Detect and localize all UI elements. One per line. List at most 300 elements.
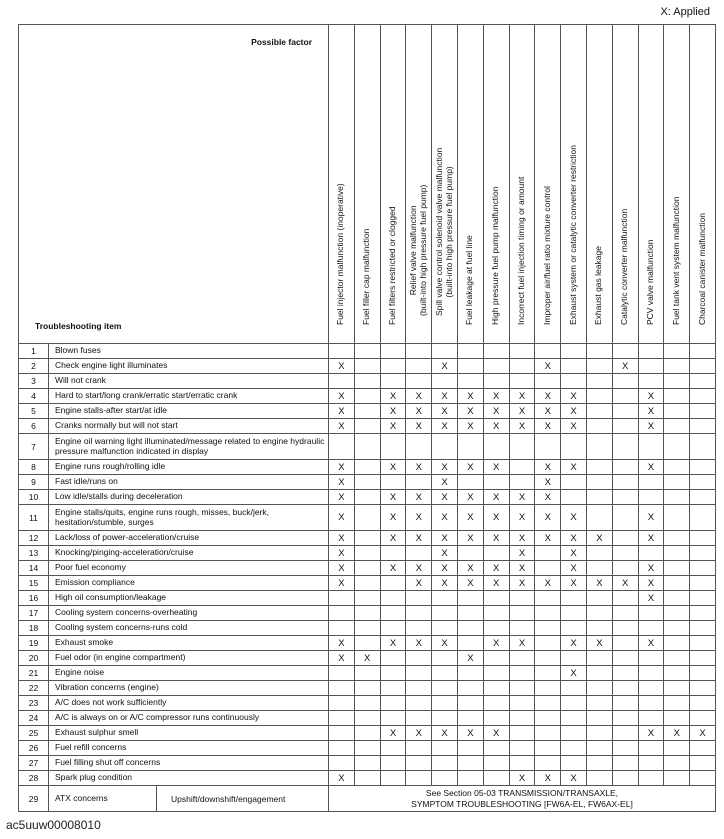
empty-cell xyxy=(586,344,612,359)
empty-cell xyxy=(535,606,561,621)
applied-mark: X xyxy=(380,404,406,419)
empty-cell xyxy=(638,374,664,389)
empty-cell xyxy=(535,696,561,711)
empty-cell xyxy=(612,681,638,696)
row-number: 25 xyxy=(19,726,49,741)
row-number: 5 xyxy=(19,404,49,419)
empty-cell xyxy=(354,576,380,591)
empty-cell xyxy=(638,756,664,771)
empty-cell xyxy=(380,771,406,786)
table-row xyxy=(19,621,716,636)
empty-cell xyxy=(458,696,484,711)
row-number: 13 xyxy=(19,546,49,561)
row-item: Engine runs rough/rolling idle xyxy=(49,460,329,475)
empty-cell xyxy=(586,741,612,756)
table-row xyxy=(19,419,716,434)
table-row xyxy=(19,434,716,460)
empty-cell xyxy=(354,460,380,475)
empty-cell xyxy=(432,681,458,696)
empty-cell xyxy=(535,636,561,651)
empty-cell xyxy=(380,344,406,359)
empty-cell xyxy=(535,756,561,771)
empty-cell xyxy=(458,344,484,359)
legend: X: Applied xyxy=(660,6,710,18)
applied-mark: X xyxy=(329,651,355,666)
applied-mark: X xyxy=(329,475,355,490)
empty-cell xyxy=(380,475,406,490)
applied-mark: X xyxy=(432,546,458,561)
applied-mark: X xyxy=(561,505,587,531)
empty-cell xyxy=(380,666,406,681)
empty-cell xyxy=(690,606,716,621)
empty-cell xyxy=(664,419,690,434)
empty-cell xyxy=(586,561,612,576)
applied-mark: X xyxy=(535,460,561,475)
table-row xyxy=(19,666,716,681)
applied-mark: X xyxy=(483,389,509,404)
empty-cell xyxy=(561,475,587,490)
empty-cell xyxy=(586,460,612,475)
row-item: High oil consumption/leakage xyxy=(49,591,329,606)
empty-cell xyxy=(690,419,716,434)
factor-header xyxy=(483,25,509,344)
row-number: 2 xyxy=(19,359,49,374)
table-row xyxy=(19,561,716,576)
factor-header xyxy=(432,25,458,344)
row-item: Cooling system concerns-runs cold xyxy=(49,621,329,636)
applied-mark: X xyxy=(535,505,561,531)
figure-id: ac5uuw00008010 xyxy=(6,818,101,832)
empty-cell xyxy=(354,591,380,606)
empty-cell xyxy=(664,359,690,374)
factor-header xyxy=(535,25,561,344)
empty-cell xyxy=(612,591,638,606)
empty-cell xyxy=(432,606,458,621)
empty-cell xyxy=(690,681,716,696)
applied-mark: X xyxy=(458,561,484,576)
applied-mark: X xyxy=(483,576,509,591)
empty-cell xyxy=(664,490,690,505)
row-item: Engine stalls/quits, engine runs rough, misses, buck/jerk, hesitation/stumble, surges xyxy=(49,505,329,531)
applied-mark: X xyxy=(329,546,355,561)
row-number: 14 xyxy=(19,561,49,576)
applied-mark: X xyxy=(432,359,458,374)
empty-cell xyxy=(483,606,509,621)
row-item: A/C does not work sufficiently xyxy=(49,696,329,711)
empty-cell xyxy=(380,756,406,771)
applied-mark: X xyxy=(329,505,355,531)
row-number: 16 xyxy=(19,591,49,606)
applied-mark: X xyxy=(380,419,406,434)
empty-cell xyxy=(638,359,664,374)
empty-cell xyxy=(612,475,638,490)
applied-mark: X xyxy=(638,419,664,434)
header-corner xyxy=(19,25,329,344)
empty-cell xyxy=(354,374,380,389)
applied-mark: X xyxy=(638,636,664,651)
applied-mark: X xyxy=(432,460,458,475)
empty-cell xyxy=(612,696,638,711)
empty-cell xyxy=(535,726,561,741)
applied-mark: X xyxy=(586,636,612,651)
empty-cell xyxy=(664,636,690,651)
table-row xyxy=(19,681,716,696)
applied-mark: X xyxy=(638,591,664,606)
empty-cell xyxy=(458,636,484,651)
empty-cell xyxy=(406,359,432,374)
empty-cell xyxy=(354,490,380,505)
empty-cell xyxy=(329,344,355,359)
empty-cell xyxy=(483,681,509,696)
empty-cell xyxy=(586,434,612,460)
row-item: Vibration concerns (engine) xyxy=(49,681,329,696)
factor-header xyxy=(690,25,716,344)
empty-cell xyxy=(586,505,612,531)
factor-header-label: Fuel filler cap malfunction xyxy=(361,229,372,326)
empty-cell xyxy=(354,666,380,681)
empty-cell xyxy=(690,531,716,546)
empty-cell xyxy=(561,696,587,711)
empty-cell xyxy=(380,696,406,711)
empty-cell xyxy=(586,651,612,666)
row-number: 28 xyxy=(19,771,49,786)
empty-cell xyxy=(509,711,535,726)
row-item: Engine noise xyxy=(49,666,329,681)
table-row xyxy=(19,606,716,621)
applied-mark: X xyxy=(329,636,355,651)
empty-cell xyxy=(354,621,380,636)
row-subitem: Upshift/downshift/engagement xyxy=(157,786,329,812)
empty-cell xyxy=(690,591,716,606)
empty-cell xyxy=(406,711,432,726)
empty-cell xyxy=(380,606,406,621)
applied-mark: X xyxy=(458,576,484,591)
empty-cell xyxy=(432,621,458,636)
empty-cell xyxy=(586,359,612,374)
row-number: 23 xyxy=(19,696,49,711)
row-item: Fuel odor (in engine compartment) xyxy=(49,651,329,666)
applied-mark: X xyxy=(509,404,535,419)
applied-mark: X xyxy=(432,475,458,490)
empty-cell xyxy=(354,636,380,651)
empty-cell xyxy=(509,666,535,681)
factor-header-label: Fuel injector malfunction (inoperative) xyxy=(335,183,346,326)
applied-mark: X xyxy=(329,389,355,404)
empty-cell xyxy=(535,344,561,359)
applied-mark: X xyxy=(561,460,587,475)
applied-mark: X xyxy=(509,561,535,576)
row-item: Exhaust smoke xyxy=(49,636,329,651)
empty-cell xyxy=(535,741,561,756)
empty-cell xyxy=(664,696,690,711)
empty-cell xyxy=(458,475,484,490)
empty-cell xyxy=(509,460,535,475)
empty-cell xyxy=(354,359,380,374)
row-number: 18 xyxy=(19,621,49,636)
empty-cell xyxy=(664,460,690,475)
applied-mark: X xyxy=(638,576,664,591)
table-row xyxy=(19,696,716,711)
empty-cell xyxy=(612,651,638,666)
empty-cell xyxy=(664,666,690,681)
empty-cell xyxy=(690,756,716,771)
empty-cell xyxy=(535,561,561,576)
table-row xyxy=(19,460,716,475)
row-number: 17 xyxy=(19,606,49,621)
empty-cell xyxy=(612,636,638,651)
row-item: Will not crank xyxy=(49,374,329,389)
applied-mark: X xyxy=(406,505,432,531)
row-number: 10 xyxy=(19,490,49,505)
troubleshooting-item-label: Troubleshooting item xyxy=(35,321,122,331)
applied-mark: X xyxy=(329,419,355,434)
table-row xyxy=(19,546,716,561)
row-number: 19 xyxy=(19,636,49,651)
empty-cell xyxy=(380,359,406,374)
applied-mark: X xyxy=(483,419,509,434)
row-number: 21 xyxy=(19,666,49,681)
row-item: Check engine light illuminates xyxy=(49,359,329,374)
applied-mark: X xyxy=(329,460,355,475)
applied-mark: X xyxy=(458,460,484,475)
table-row xyxy=(19,576,716,591)
applied-mark: X xyxy=(458,404,484,419)
row-item: Spark plug condition xyxy=(49,771,329,786)
applied-mark: X xyxy=(380,460,406,475)
row-number: 7 xyxy=(19,434,49,460)
empty-cell xyxy=(690,771,716,786)
empty-cell xyxy=(458,359,484,374)
factor-header-label: Relief valve malfunction (built-into high pressure fuel pump) xyxy=(407,184,428,316)
empty-cell xyxy=(690,621,716,636)
empty-cell xyxy=(612,344,638,359)
applied-mark: X xyxy=(458,651,484,666)
empty-cell xyxy=(664,546,690,561)
empty-cell xyxy=(509,606,535,621)
row-item: Emission compliance xyxy=(49,576,329,591)
empty-cell xyxy=(612,505,638,531)
applied-mark: X xyxy=(458,490,484,505)
empty-cell xyxy=(612,711,638,726)
empty-cell xyxy=(380,591,406,606)
empty-cell xyxy=(458,741,484,756)
empty-cell xyxy=(561,490,587,505)
applied-mark: X xyxy=(509,389,535,404)
empty-cell xyxy=(664,576,690,591)
applied-mark: X xyxy=(483,561,509,576)
row-item: Fuel refill concerns xyxy=(49,741,329,756)
empty-cell xyxy=(664,591,690,606)
table-row xyxy=(19,636,716,651)
factor-header xyxy=(329,25,355,344)
applied-mark: X xyxy=(535,419,561,434)
empty-cell xyxy=(586,621,612,636)
empty-cell xyxy=(561,606,587,621)
applied-mark: X xyxy=(561,636,587,651)
applied-mark: X xyxy=(561,576,587,591)
empty-cell xyxy=(380,711,406,726)
empty-cell xyxy=(664,475,690,490)
troubleshooting-table xyxy=(18,24,716,812)
empty-cell xyxy=(329,621,355,636)
empty-cell xyxy=(690,576,716,591)
applied-mark: X xyxy=(458,531,484,546)
empty-cell xyxy=(406,606,432,621)
table-row xyxy=(19,389,716,404)
empty-cell xyxy=(664,404,690,419)
applied-mark: X xyxy=(638,531,664,546)
table-row xyxy=(19,711,716,726)
empty-cell xyxy=(612,771,638,786)
applied-mark: X xyxy=(561,546,587,561)
empty-cell xyxy=(432,374,458,389)
empty-cell xyxy=(586,419,612,434)
empty-cell xyxy=(535,651,561,666)
applied-mark: X xyxy=(509,546,535,561)
applied-mark: X xyxy=(380,636,406,651)
empty-cell xyxy=(329,374,355,389)
reference-note: See Section 05-03 TRANSMISSION/TRANSAXLE, SYMPTOM TROUBLESHOOTING [FW6A-EL, FW6AX-EL] xyxy=(329,786,716,812)
applied-mark: X xyxy=(483,726,509,741)
applied-mark: X xyxy=(458,419,484,434)
empty-cell xyxy=(561,681,587,696)
factor-header xyxy=(458,25,484,344)
factor-header-label: Exhaust system or catalytic converter restriction xyxy=(567,145,578,326)
row-item: Fuel filling shut off concerns xyxy=(49,756,329,771)
row-number: 1 xyxy=(19,344,49,359)
empty-cell xyxy=(664,531,690,546)
empty-cell xyxy=(638,621,664,636)
empty-cell xyxy=(406,666,432,681)
empty-cell xyxy=(664,606,690,621)
applied-mark: X xyxy=(380,389,406,404)
empty-cell xyxy=(664,756,690,771)
factor-header xyxy=(406,25,432,344)
empty-cell xyxy=(509,696,535,711)
empty-cell xyxy=(690,475,716,490)
applied-mark: X xyxy=(638,561,664,576)
empty-cell xyxy=(638,546,664,561)
factor-header-label: Charcoal canister malfunction xyxy=(696,213,707,326)
applied-mark: X xyxy=(380,726,406,741)
table-row xyxy=(19,344,716,359)
empty-cell xyxy=(612,490,638,505)
empty-cell xyxy=(458,711,484,726)
empty-cell xyxy=(354,741,380,756)
empty-cell xyxy=(458,374,484,389)
applied-mark: X xyxy=(509,576,535,591)
factor-header-label: Exhaust gas leakage xyxy=(593,246,604,326)
applied-mark: X xyxy=(561,666,587,681)
empty-cell xyxy=(483,344,509,359)
applied-mark: X xyxy=(406,726,432,741)
applied-mark: X xyxy=(380,561,406,576)
empty-cell xyxy=(406,651,432,666)
empty-cell xyxy=(586,726,612,741)
empty-cell xyxy=(690,711,716,726)
empty-cell xyxy=(586,591,612,606)
empty-cell xyxy=(329,696,355,711)
empty-cell xyxy=(432,741,458,756)
applied-mark: X xyxy=(458,726,484,741)
empty-cell xyxy=(586,475,612,490)
empty-cell xyxy=(432,344,458,359)
applied-mark: X xyxy=(509,771,535,786)
empty-cell xyxy=(380,576,406,591)
applied-mark: X xyxy=(380,490,406,505)
empty-cell xyxy=(638,666,664,681)
applied-mark: X xyxy=(561,771,587,786)
row-item: Low idle/stalls during deceleration xyxy=(49,490,329,505)
empty-cell xyxy=(458,771,484,786)
troubleshooting-table-wrapper xyxy=(18,24,715,812)
applied-mark: X xyxy=(380,505,406,531)
applied-mark: X xyxy=(664,726,690,741)
empty-cell xyxy=(509,741,535,756)
empty-cell xyxy=(509,681,535,696)
empty-cell xyxy=(329,741,355,756)
applied-mark: X xyxy=(535,531,561,546)
empty-cell xyxy=(535,666,561,681)
empty-cell xyxy=(483,621,509,636)
applied-mark: X xyxy=(329,771,355,786)
empty-cell xyxy=(586,490,612,505)
applied-mark: X xyxy=(458,389,484,404)
empty-cell xyxy=(354,505,380,531)
empty-cell xyxy=(483,546,509,561)
empty-cell xyxy=(432,771,458,786)
empty-cell xyxy=(690,490,716,505)
factor-header-label: Catalytic converter malfunction xyxy=(619,209,630,326)
applied-mark: X xyxy=(406,419,432,434)
empty-cell xyxy=(406,756,432,771)
applied-mark: X xyxy=(535,490,561,505)
row-item: Engine stalls-after start/at idle xyxy=(49,404,329,419)
empty-cell xyxy=(664,344,690,359)
empty-cell xyxy=(329,681,355,696)
applied-mark: X xyxy=(329,531,355,546)
empty-cell xyxy=(612,546,638,561)
applied-mark: X xyxy=(509,636,535,651)
empty-cell xyxy=(483,475,509,490)
empty-cell xyxy=(612,726,638,741)
empty-cell xyxy=(561,591,587,606)
empty-cell xyxy=(380,434,406,460)
empty-cell xyxy=(586,666,612,681)
empty-cell xyxy=(664,681,690,696)
empty-cell xyxy=(509,651,535,666)
row-item: ATX concerns xyxy=(49,786,157,812)
applied-mark: X xyxy=(432,531,458,546)
applied-mark: X xyxy=(432,576,458,591)
applied-mark: X xyxy=(406,576,432,591)
factor-header xyxy=(354,25,380,344)
empty-cell xyxy=(664,711,690,726)
empty-cell xyxy=(329,606,355,621)
applied-mark: X xyxy=(329,404,355,419)
empty-cell xyxy=(380,621,406,636)
row-item: Knocking/pinging-acceleration/cruise xyxy=(49,546,329,561)
applied-mark: X xyxy=(483,531,509,546)
applied-mark: X xyxy=(638,460,664,475)
applied-mark: X xyxy=(638,389,664,404)
empty-cell xyxy=(638,651,664,666)
table-row xyxy=(19,591,716,606)
empty-cell xyxy=(535,711,561,726)
empty-cell xyxy=(664,621,690,636)
empty-cell xyxy=(509,359,535,374)
empty-cell xyxy=(483,741,509,756)
